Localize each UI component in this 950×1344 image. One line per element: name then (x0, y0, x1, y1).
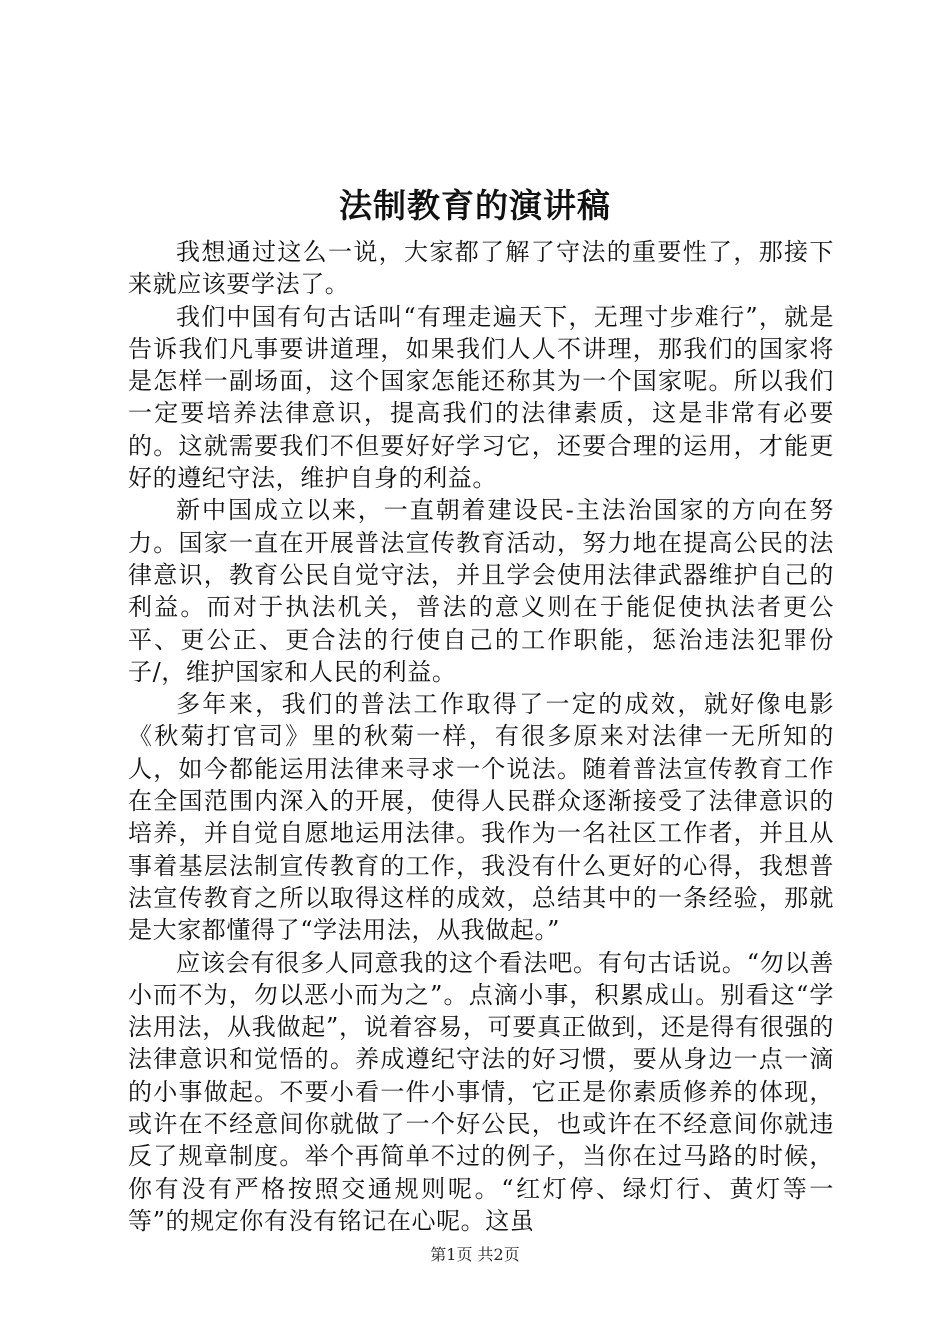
document-body (128, 236, 834, 1237)
page-number-footer: 第1页 共2页 (430, 1245, 520, 1264)
paragraph: 新中国成立以来，一直朝着建设民-主法治国家的方向在努力。国家一直在开展普法宣传教育活动，努力地在提高公民的法律意识，教育公民自觉守法，并且学会使用法律武器维护自己的利益。而对于执法机关，普法的意义则在于能促使执法者更公平、更公正、更合法的行使自己的工作职能，惩治违法犯罪份子/，维护国家和人民的利益。 (128, 496, 834, 686)
paragraph: 我想通过这么一说，大家都了解了守法的重要性了，那接下来就应该要学法了。 (128, 238, 834, 299)
paragraph: 我们中国有句古话叫“有理走遍天下，无理寸步难行”，就是告诉我们凡事要讲道理，如果我们人人不讲理，那我们的国家将是怎样一副场面，这个国家怎能还称其为一个国家呢。所以我们一定要培养法律意识，提高我们的法律素质，这是非常有必要的。这就需要我们不但要好好学习它，还要合理的运用，才能更好的遵纪守法，维护自身的利益。 (128, 302, 834, 493)
paragraph: 多年来，我们的普法工作取得了一定的成效，就好像电影《秋菊打官司》里的秋菊一样，有很多原来对法律一无所知的人，如今都能运用法律来寻求一个说法。随着普法宣传教育工作在全国范围内深入的开展，使得人民群众逐渐接受了法律意识的培养，并自觉自愿地运用法律。我作为一名社区工作者，并且从事着基层法制宣传教育的工作，我没有什么更好的心得，我想普法宣传教育之所以取得这样的成效，总结其中的一条经验，那就是大家都懂得了“学法用法，从我做起。” (128, 690, 834, 945)
paragraph: 应该会有很多人同意我的这个看法吧。有句古话说。“勿以善小而不为，勿以恶小而为之”。点滴小事，积累成山。别看这“学法用法，从我做起”，说着容易，可要真正做到，还是得有很强的法律意识和觉悟的。养成遵纪守法的好习惯，要从身边一点一滴的小事做起。不要小看一件小事情，它正是你素质修养的体现，或许在不经意间你就做了一个好公民，也或许在不经意间你就违反了规章制度。举个再简单不过的例子，当你在过马路的时候，你有没有严格按照交通规则呢。“红灯停、绿灯行、黄灯等一等”的规定你有没有铭记在心呢。这虽 (128, 948, 834, 1235)
document-title: 法制教育的演讲稿 (339, 186, 611, 225)
